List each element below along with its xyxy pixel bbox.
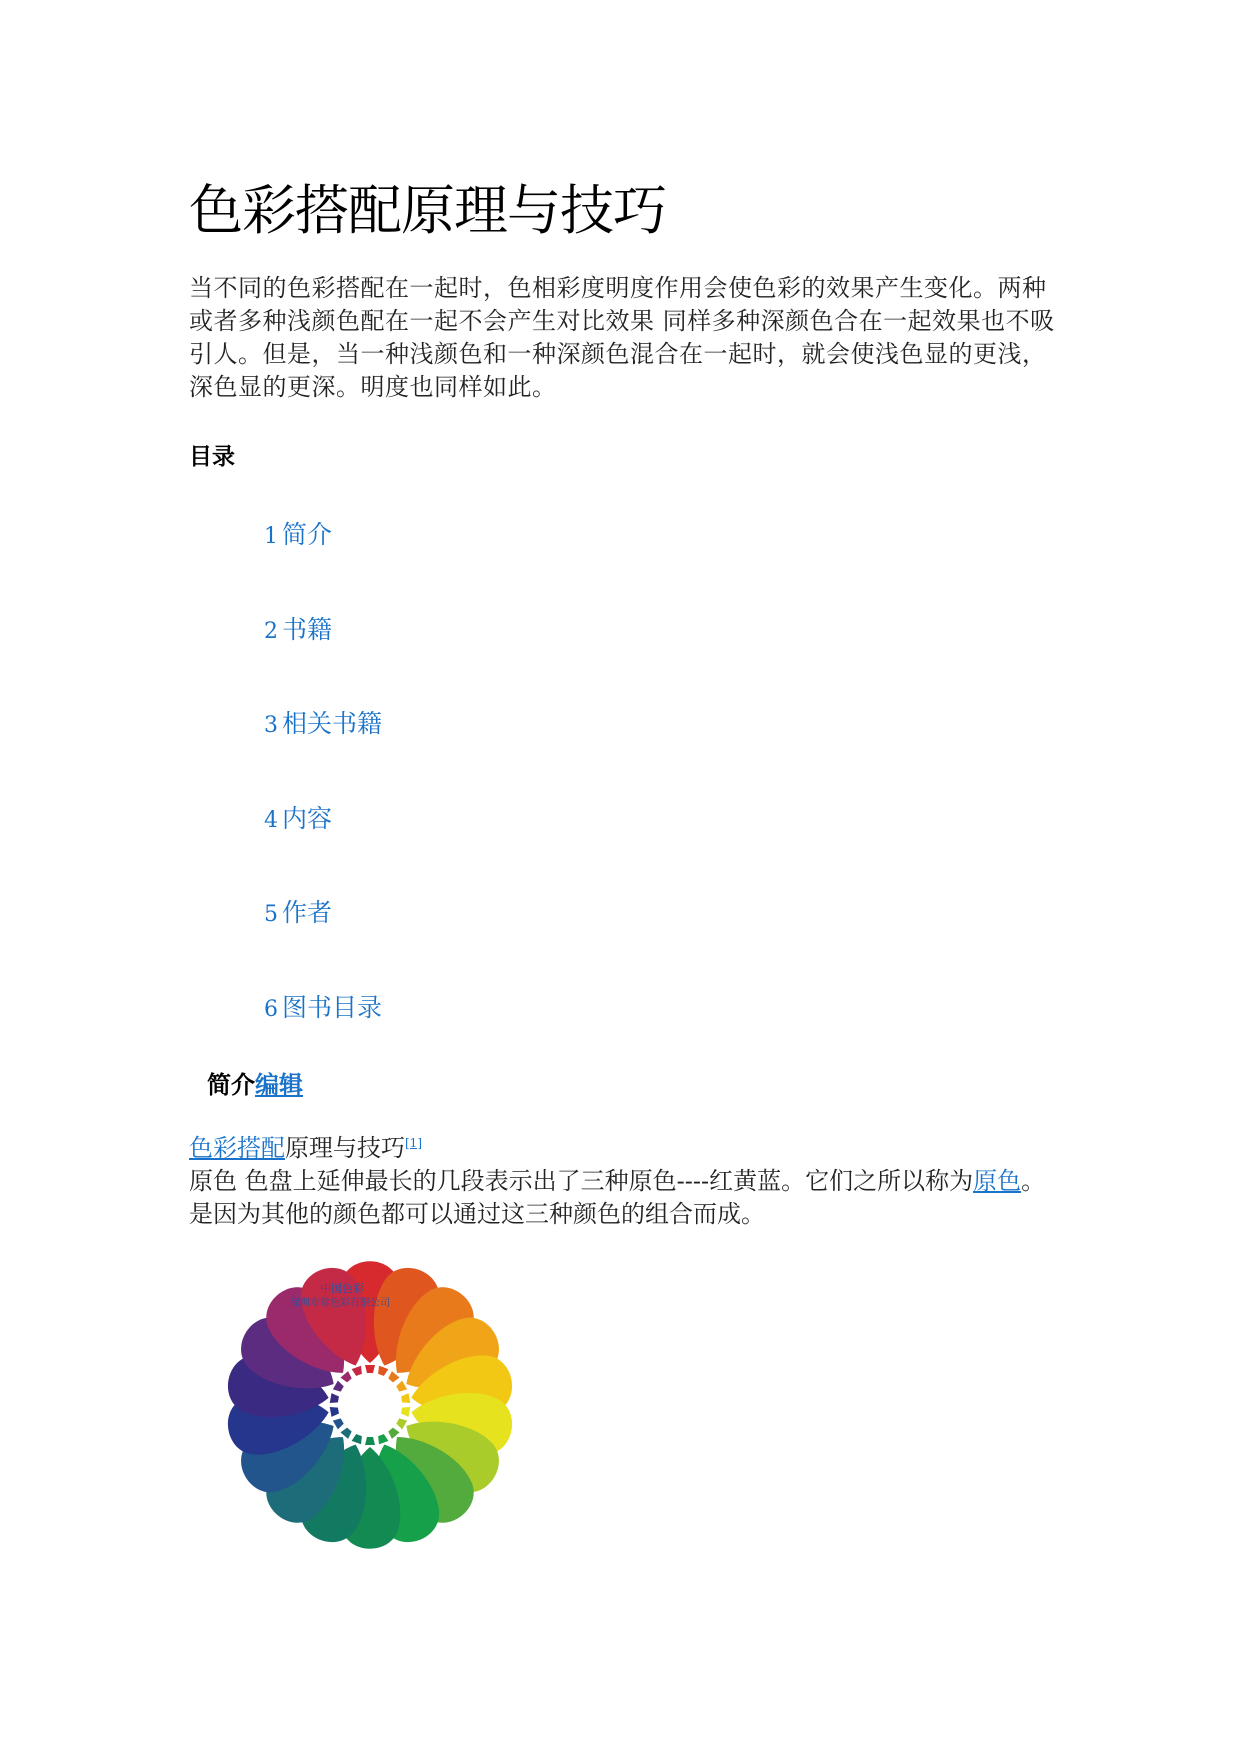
- primary-color-link[interactable]: 原色: [973, 1167, 1022, 1195]
- page-title: 色彩搭配原理与技巧: [189, 179, 666, 242]
- para-start-text: 原色 色盘上延伸最长的几段表示出了三种原色----红黄蓝。它们之所以称为: [189, 1167, 974, 1195]
- para-end-text: 。是因为其他的颜色都可以通过这三种颜色的组合而成。: [189, 1167, 1046, 1228]
- toc-list: [264, 515, 382, 1082]
- toc-item-label: 作者: [282, 898, 333, 927]
- toc-item-number: 2: [264, 618, 278, 644]
- toc-item-label: 图书目录: [282, 992, 383, 1022]
- toc-item-label: 简介: [282, 520, 333, 549]
- toc-item-books[interactable]: [264, 610, 382, 705]
- toc-item-number: 5: [264, 902, 278, 927]
- body-line-1-text: 原理与技巧: [285, 1134, 405, 1162]
- toc-item-number: 3: [264, 713, 278, 738]
- color-wheel-center-hole: [338, 1373, 402, 1437]
- toc-item-intro[interactable]: [264, 515, 382, 610]
- intro-paragraph: 当不同的色彩搭配在一起时，色相彩度明度作用会使色彩的效果产生变化。两种或者多种浅颜色配在一起不会产生对比效果 同样多种深颜色合在一起效果也不吸引人。但是，当一种浅颜色和一种深颜色混合在一起时，就会使浅色显的更浅，深色显的更深。明度也同样如此。: [189, 274, 1055, 401]
- toc-item-number: 4: [264, 807, 278, 833]
- section-heading-label: 简介: [207, 1071, 255, 1099]
- color-matching-link[interactable]: 色彩搭配: [189, 1134, 285, 1162]
- toc-item-label: 相关书籍: [282, 709, 383, 738]
- edit-link[interactable]: 编辑: [255, 1071, 303, 1099]
- body-line-1: [189, 1127, 1059, 1165]
- wheel-watermark-line1: 中国色彩: [320, 1282, 364, 1295]
- color-wheel-image: [200, 1240, 540, 1570]
- primary-color-paragraph: [189, 1165, 1059, 1231]
- toc-item-label: 书籍: [282, 614, 333, 644]
- toc-item-number: 6: [264, 996, 278, 1022]
- reference-link[interactable]: [1]: [405, 1136, 422, 1150]
- toc-item-number: 1: [264, 524, 278, 549]
- section-heading-intro: [207, 1065, 303, 1100]
- toc-item-author[interactable]: [264, 893, 382, 988]
- toc-item-related-books[interactable]: [264, 704, 382, 799]
- intro-body: [189, 1127, 1059, 1231]
- wheel-watermark-line2: 深圳市常色彩有限公司: [290, 1298, 390, 1309]
- toc-item-label: 内容: [282, 803, 333, 833]
- toc-heading: 目录: [189, 444, 235, 470]
- toc-item-content[interactable]: [264, 799, 382, 894]
